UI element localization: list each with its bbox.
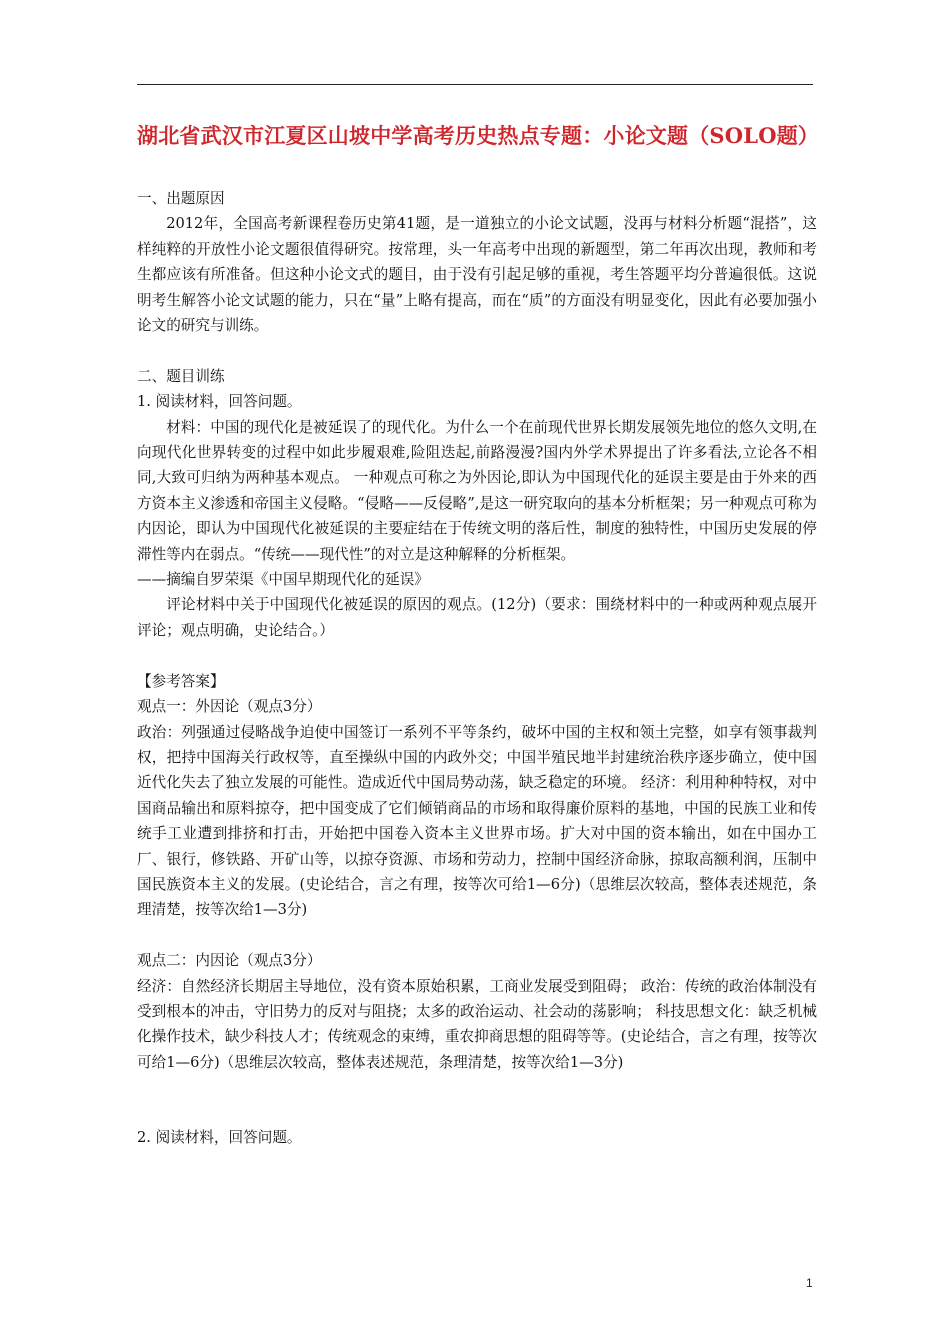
document-title: 湖北省武汉市江夏区山坡中学高考历史热点专题：小论文题（SOLO题）	[137, 123, 820, 148]
header-rule	[137, 84, 813, 85]
question1-question: 评论材料中关于中国现代化被延误的原因的观点。(12分)（要求：围绕材料中的一种或两种观点展开评论；观点明确，史论结合。）	[137, 596, 817, 639]
question1-source: ——摘编自罗荣渠《中国早期现代化的延误》	[137, 571, 429, 589]
page-number: 1	[806, 1276, 813, 1290]
view1-text: 政治：列强通过侵略战争迫使中国签订一系列不平等条约，破坏中国的主权和领土完整，如享有领事裁判权，把持中国海关行政权等，直至操纵中国的内政外交；中国半殖民地半封建统治秩序逐步确立，使中国近代化失去了独立发展的可能性。造成近代中国局势动荡，缺乏稳定的环境。 经济：利用种种特权，对中国商品输出和原料掠夺，把中国变成了它们倾销商品的市场和取得廉价原料的基地，中国的民族工业和传统手工业遭到排挤和打击，开始把中国卷入资本主义世界市场。扩大对中国的资本输出，如在中国办工厂、银行，修铁路、开矿山等，以掠夺资源、市场和劳动力，控制中国经济命脉，掠取高额利润，压制中国民族资本主义的发展。(史论结合，言之有理，按等次可给1—6分)（思维层次较高，整体表述规范，条理清楚，按等次给1—3分)	[137, 723, 817, 919]
question1-prompt: 1. 阅读材料，回答问题。	[137, 393, 302, 411]
section2-heading: 二、题目训练	[137, 367, 225, 385]
answer-heading: 【参考答案】	[137, 672, 225, 690]
section1-paragraph: 2012年，全国高考新课程卷历史第41题，是一道独立的小论文试题，没再与材料分析题“混搭”，这样纯粹的开放性小论文题很值得研究。按常理，头一年高考中出现的新题型，第二年再次出现，教师和考生都应该有所准备。但这种小论文式的题目，由于没有引起足够的重视，考生答题平均分普遍很低。这说明考生解答小论文试题的能力，只在“量”上略有提高，而在“质”的方面没有明显变化，因此有必要加强小论文的研究与训练。	[137, 215, 817, 335]
view2-heading: 观点二：内因论（观点3分）	[137, 952, 322, 970]
view1-heading: 观点一：外因论（观点3分）	[137, 698, 322, 716]
view2-text: 经济：自然经济长期居主导地位，没有资本原始积累，工商业发展受到阻碍； 政治：传统的政治体制没有受到根本的冲击，守旧势力的反对与阻挠；太多的政治运动、社会动的荡影响； 科技思想文化：缺乏机械化操作技术，缺少科技人才；传统观念的束缚，重农抑商思想的阻碍等等。(史论结合，言之有理，按等次可给1—6分)（思维层次较高，整体表述规范，条理清楚，按等次给1—3分)	[137, 977, 817, 1071]
question2-prompt: 2. 阅读材料，回答问题。	[137, 1129, 302, 1147]
document-body	[137, 186, 817, 1151]
question1-material: 材料：中国的现代化是被延误了的现代化。为什么一个在前现代世界长期发展领先地位的悠久文明,在向现代化世界转变的过程中如此步履艰难,险阻迭起,前路漫漫?国内外学术界提出了许多看法,立论各不相同,大致可归纳为两种基本观点。 一种观点可称之为外因论,即认为中国现代化的延误主要是由于外来的西方资本主义渗透和帝国主义侵略。“侵略——反侵略”,是这一研究取向的基本分析框架；另一种观点可称为内因论，即认为中国现代化被延误的主要症结在于传统文明的落后性，制度的独特性，中国历史发展的停滞性等内在弱点。“传统——现代性”的对立是这种解释的分析框架。	[137, 418, 817, 563]
section1-heading: 一、出题原因	[137, 190, 225, 207]
